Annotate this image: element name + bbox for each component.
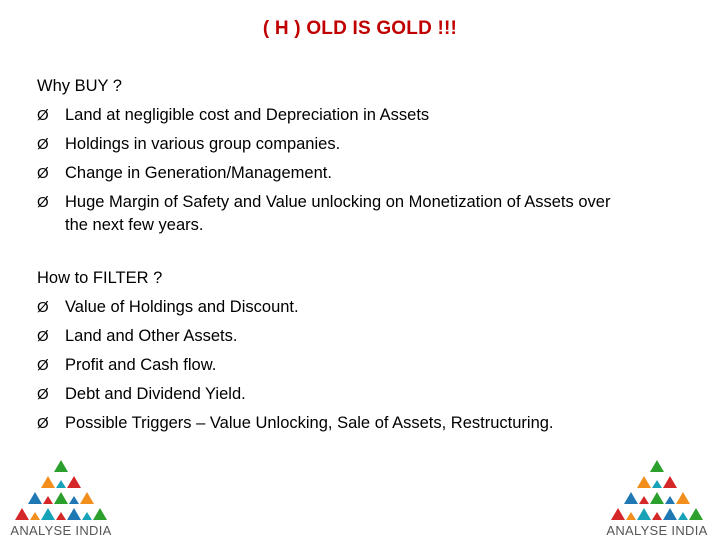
section-heading-why-buy: Why BUY ? [37, 77, 122, 95]
slide-content [37, 72, 697, 438]
analyse-india-logo-icon [2, 458, 120, 522]
section-why-buy [37, 72, 697, 237]
analyse-india-logo-right [598, 458, 716, 538]
arrow-bullet-icon: Ø [37, 165, 49, 182]
list-item: Ø Huge Margin of Safety and Value unlocking on Monetization of Assets over the next few years. [37, 188, 697, 237]
logo-text: ANALYSE INDIA [10, 523, 112, 538]
analyse-india-logo-left [2, 458, 120, 538]
section-heading-how-to-filter: How to FILTER ? [37, 269, 163, 287]
logo-text: ANALYSE INDIA [606, 523, 708, 538]
arrow-bullet-icon: Ø [37, 299, 49, 316]
section-how-to-filter [37, 264, 697, 438]
list-item: Ø Land and Other Assets. [37, 322, 697, 351]
list-item: Ø Value of Holdings and Discount. [37, 293, 697, 322]
bullet-list-how-to-filter [37, 293, 697, 438]
arrow-bullet-icon: Ø [37, 328, 49, 345]
list-item: Ø Holdings in various group companies. [37, 130, 697, 159]
list-item: Ø Land at negligible cost and Depreciation in Assets [37, 101, 697, 130]
slide-title: ( H ) OLD IS GOLD !!! [262, 18, 458, 39]
list-item: Ø Possible Triggers – Value Unlocking, Sale of Assets, Restructuring. [37, 409, 697, 438]
arrow-bullet-icon: Ø [37, 194, 49, 211]
arrow-bullet-icon: Ø [37, 415, 49, 432]
list-item: Ø Profit and Cash flow. [37, 351, 697, 380]
list-item: Ø Change in Generation/Management. [37, 159, 697, 188]
analyse-india-logo-icon [598, 458, 716, 522]
arrow-bullet-icon: Ø [37, 107, 49, 124]
arrow-bullet-icon: Ø [37, 357, 49, 374]
bullet-list-why-buy [37, 101, 697, 237]
arrow-bullet-icon: Ø [37, 386, 49, 403]
list-item: Ø Debt and Dividend Yield. [37, 380, 697, 409]
arrow-bullet-icon: Ø [37, 136, 49, 153]
